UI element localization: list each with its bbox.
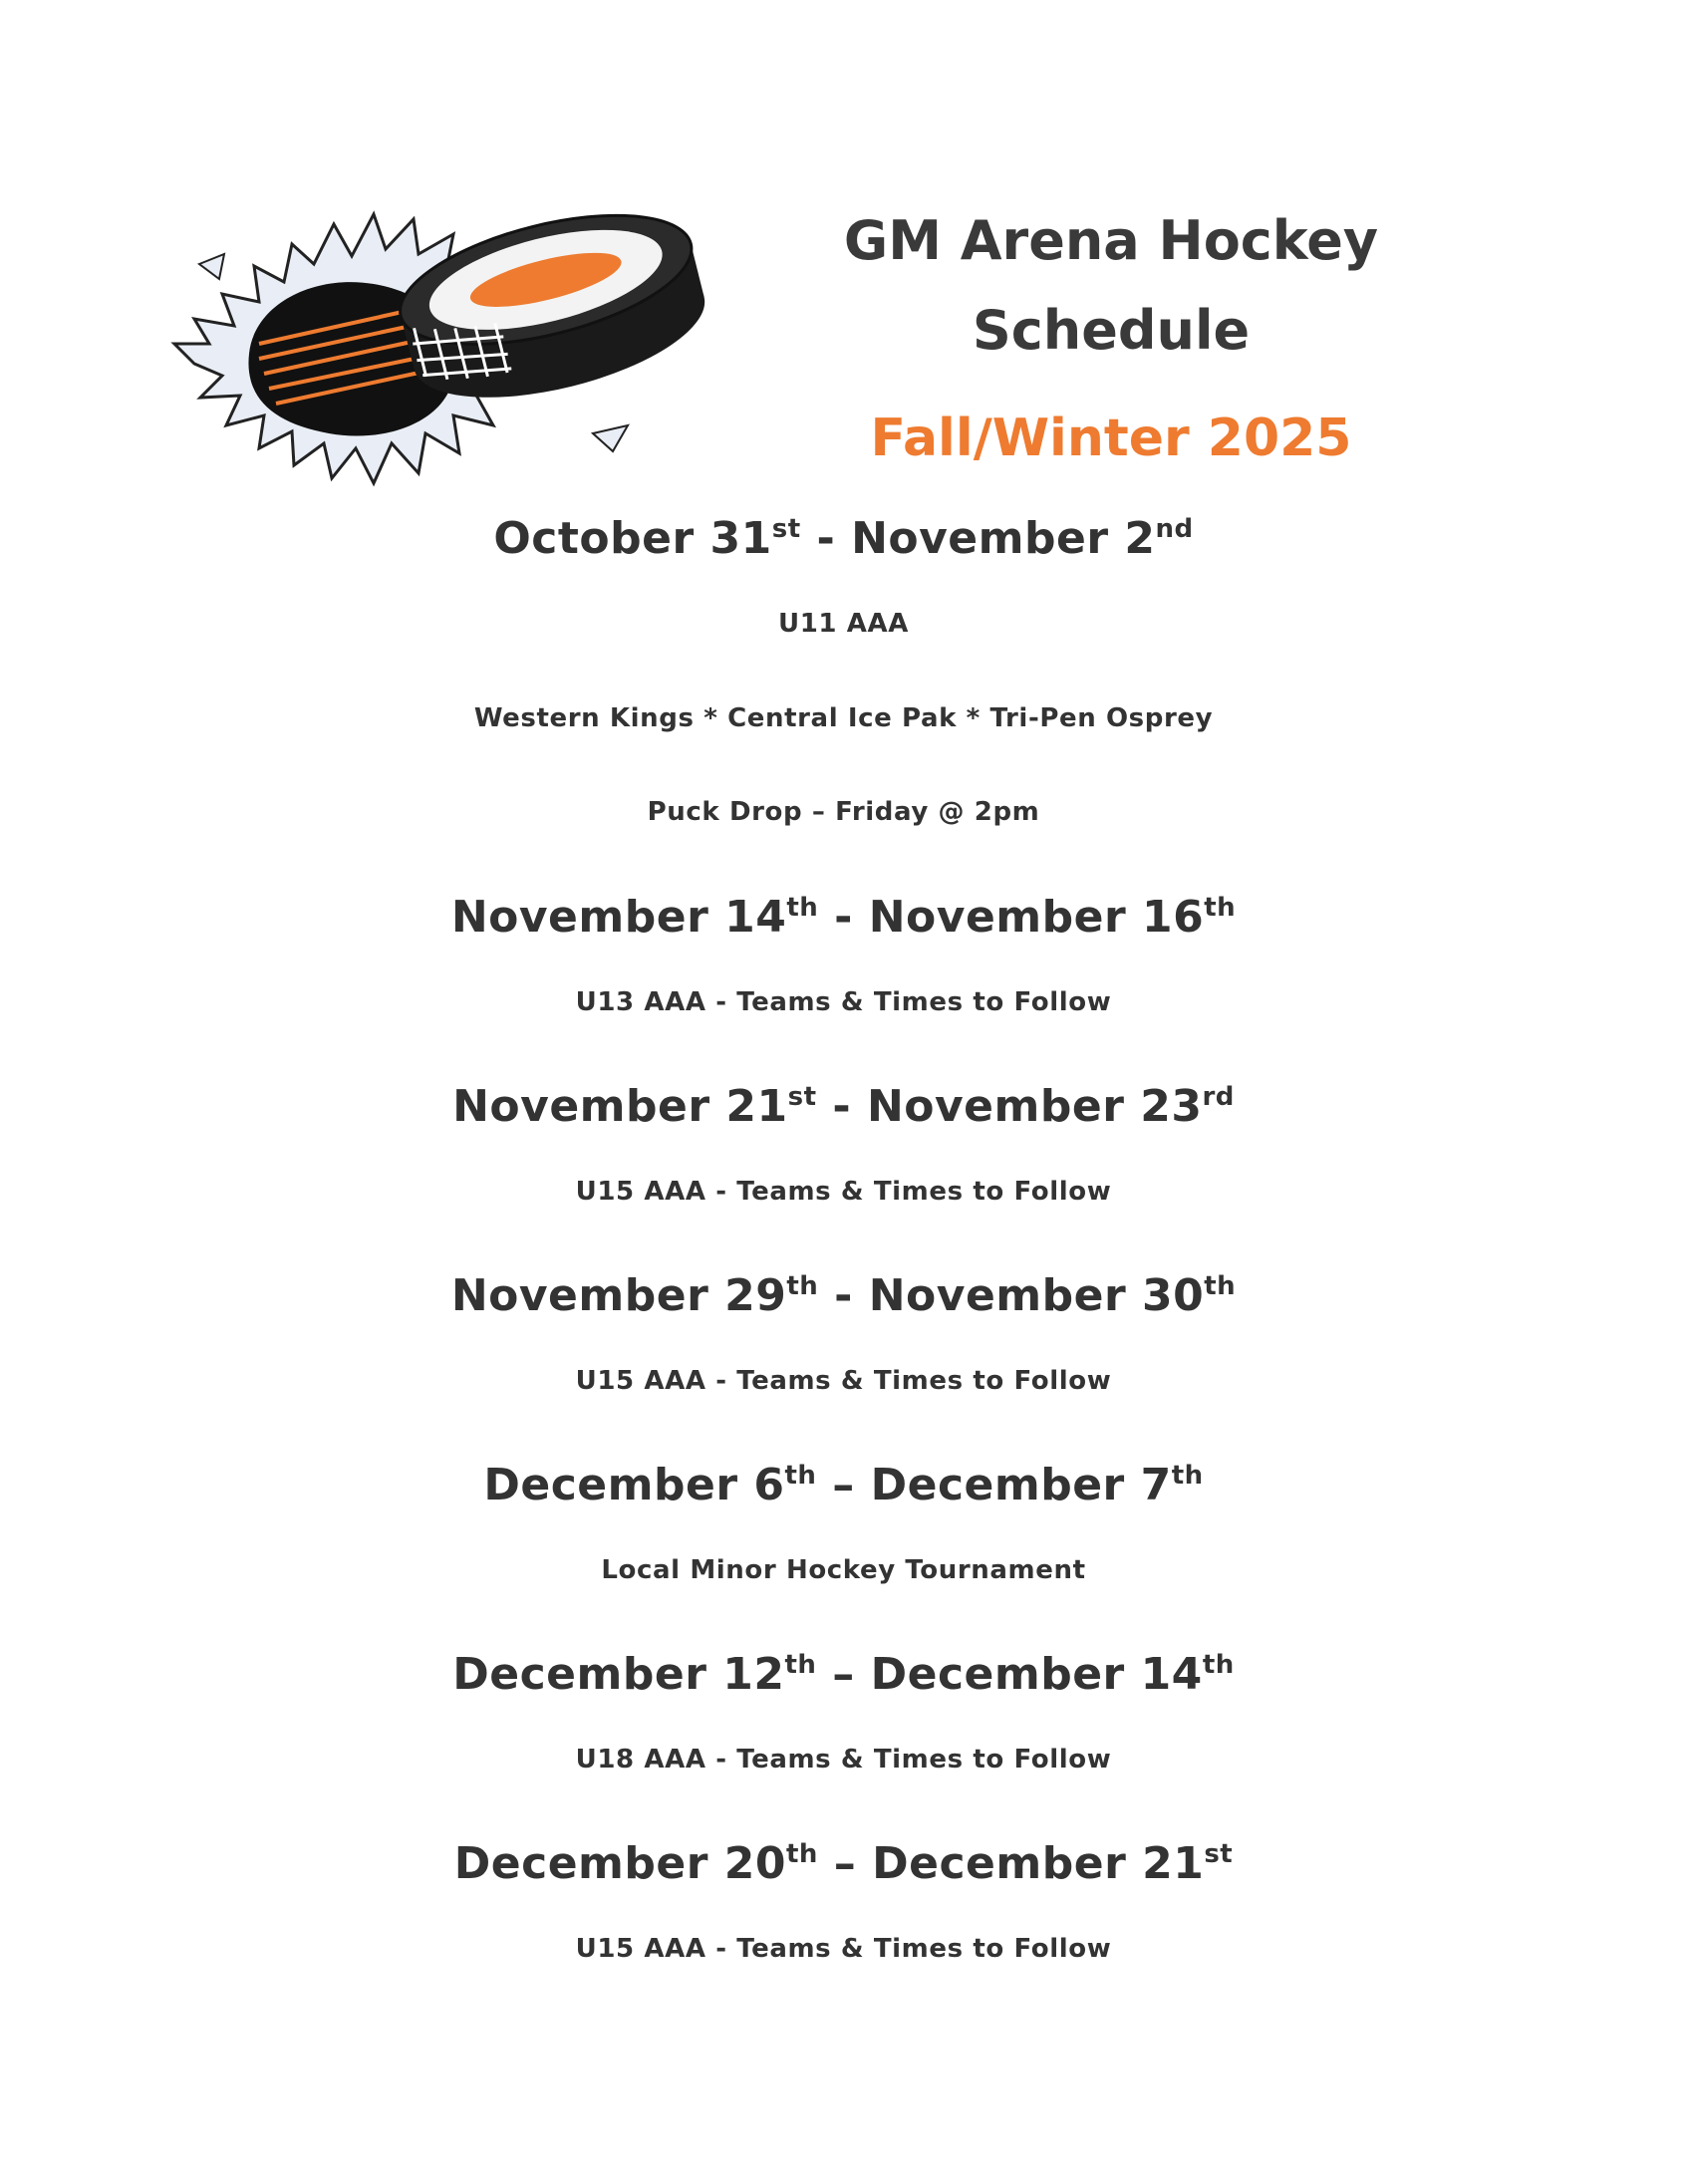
page-title-line2: Schedule: [972, 299, 1251, 362]
event-date-range: October 31st - November 2nd: [493, 513, 1194, 564]
page-title-line1: GM Arena Hockey: [843, 209, 1379, 272]
event-teams: Western Kings * Central Ice Pak * Tri-Pen Osprey: [473, 703, 1214, 733]
hockey-puck-breaking-through-icon: [164, 194, 722, 493]
event-division: U11 AAA: [778, 609, 909, 639]
event-date-range: November 29th - November 30th: [450, 1270, 1237, 1321]
season-label: Fall/Winter 2025: [870, 409, 1352, 468]
event-details: Local Minor Hockey Tournament: [601, 1555, 1086, 1585]
event-details: U15 AAA - Teams & Times to Follow: [575, 1366, 1112, 1396]
event-details: U13 AAA - Teams & Times to Follow: [575, 987, 1112, 1017]
event-details: U15 AAA - Teams & Times to Follow: [575, 1177, 1112, 1207]
event-details: U15 AAA - Teams & Times to Follow: [575, 1934, 1112, 1964]
event-date-range: November 21st - November 23rd: [452, 1081, 1235, 1132]
event-date-range: December 12th – December 14th: [452, 1649, 1235, 1700]
event-puck-drop: Puck Drop – Friday @ 2pm: [647, 797, 1040, 827]
event-date-range: November 14th - November 16th: [450, 892, 1237, 943]
event-date-range: December 6th – December 7th: [483, 1460, 1204, 1510]
event-date-range: December 20th – December 21st: [453, 1838, 1234, 1889]
event-details: U18 AAA - Teams & Times to Follow: [575, 1745, 1112, 1774]
